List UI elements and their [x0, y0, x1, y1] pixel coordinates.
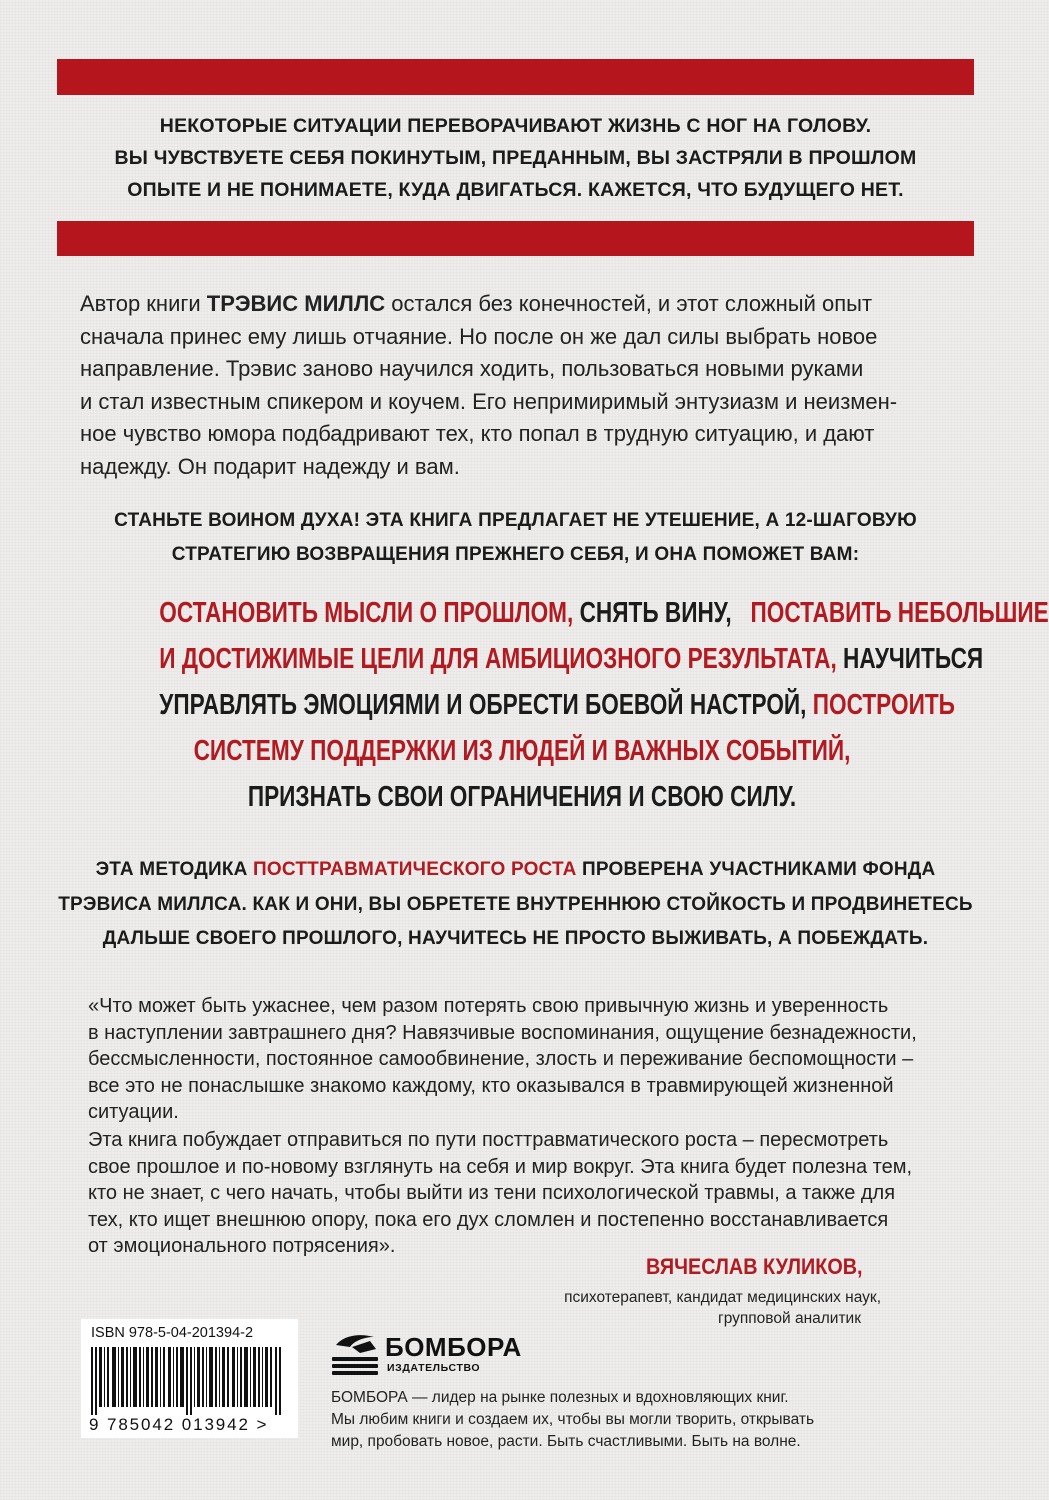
intro-line: и стал известным спикером и коучем. Его непримиримый энтузиазм и неизмен-	[80, 388, 898, 414]
goal-text: ПРИЗНАТЬ СВОИ ОГРАНИЧЕНИЯ И СВОЮ СИЛУ.	[247, 781, 797, 813]
goal-red-text: ПОСТРОИТЬ	[806, 689, 955, 721]
publisher-line: Мы любим книги и создаем их, чтобы вы могли творить, открывать	[331, 1411, 815, 1428]
quote-line: все это не понаслышке знакомо каждому, кто оказывался в травмирующей жизненной	[88, 1074, 894, 1097]
author-name: ТРЭВИС МИЛЛС	[206, 291, 386, 316]
method-text: ПРОВЕРЕНА УЧАСТНИКАМИ ФОНДА	[576, 859, 936, 880]
goals-line	[159, 682, 955, 728]
goal-text: НАУЧИТЬСЯ	[836, 643, 984, 675]
call-to-action	[57, 504, 974, 572]
goals-line	[159, 590, 1049, 636]
intro-line: сначала принес ему лишь отчаяние. Но после он же дал силы выбрать новое	[80, 323, 878, 349]
top-red-band	[57, 59, 974, 95]
method-text: ЭТА МЕТОДИКА	[95, 859, 254, 880]
goals-block	[159, 590, 1049, 820]
quote-line: кто не знает, с чего начать, чтобы выйти из тени психологической травмы, а также для	[88, 1182, 896, 1205]
method-line: ДАЛЬШЕ СВОЕГО ПРОШЛОГО, НАУЧИТЕСЬ НЕ ПРОСТО ВЫЖИВАТЬ, А ПОБЕЖДАТЬ.	[102, 928, 929, 949]
barcode	[91, 1347, 287, 1415]
quote-paragraph-2	[88, 1127, 968, 1260]
goals-line	[159, 636, 984, 682]
call-line: СТАНЬТЕ ВОИНОМ ДУХА! ЭТА КНИГА ПРЕДЛАГАЕТ НЕ УТЕШЕНИЕ, А 12-ШАГОВУЮ	[114, 510, 917, 531]
goal-red-text: ПОСТАВИТЬ НЕБОЛЬШИЕ	[750, 597, 1049, 629]
quote-line: бессмысленности, постоянное самообвинение, злость и переживание беспомощности –	[88, 1048, 914, 1071]
goal-red-text: СИСТЕМУ ПОДДЕРЖКИ ИЗ ЛЮДЕЙ И ВАЖНЫХ СОБЫТИЙ,	[193, 735, 851, 767]
method-red-text: ПОСТТРАВМАТИЧЕСКОГО РОСТА	[253, 859, 577, 880]
method-line	[57, 853, 974, 888]
headline-line: НЕКОТОРЫЕ СИТУАЦИИ ПЕРЕВОРАЧИВАЮТ ЖИЗНЬ С НОГ НА ГОЛОВУ.	[159, 115, 872, 137]
quote-author-role: психотерапевт, кандидат медицинских наук,	[564, 1289, 881, 1306]
headline-line: ВЫ ЧУВСТВУЕТЕ СЕБЯ ПОКИНУТЫМ, ПРЕДАННЫМ, ВЫ ЗАСТРЯЛИ В ПРОШЛОМ	[114, 147, 917, 169]
call-line: СТРАТЕГИЮ ВОЗВРАЩЕНИЯ ПРЕЖНЕГО СЕБЯ, И ОНА ПОМОЖЕТ ВАМ:	[171, 544, 860, 565]
intro-paragraph	[80, 288, 960, 483]
quote-author-role: групповой аналитик	[718, 1310, 861, 1327]
quote-line: «Что может быть ужаснее, чем разом потерять свою привычную жизнь и уверенность	[88, 995, 889, 1017]
intro-line	[80, 288, 960, 321]
intro-text: Автор книги	[80, 291, 207, 316]
publisher-description	[331, 1387, 815, 1453]
method-line: ТРЭВИСА МИЛЛСА. КАК И ОНИ, ВЫ ОБРЕТЕТЕ ВНУТРЕННЮЮ СТОЙКОСТЬ И ПРОДВИНЕТЕСЬ	[58, 893, 973, 915]
quote-paragraph-1	[88, 993, 968, 1126]
goal-text: УПРАВЛЯТЬ ЭМОЦИЯМИ И ОБРЕСТИ БОЕВОЙ НАСТРОЙ,	[159, 689, 807, 721]
publisher-logo-subtitle: ИЗДАТЕЛЬСТВО	[387, 1362, 481, 1374]
quote-line: свое прошлое и по-новому взглянуть на себя и мир вокруг. Эта книга будет полезна тем,	[88, 1155, 913, 1178]
headline	[57, 110, 974, 206]
isbn-label: ISBN 978-5-04-201394-2	[91, 1325, 254, 1341]
goal-red-text: И ДОСТИЖИМЫЕ ЦЕЛИ ДЛЯ АМБИЦИОЗНОГО РЕЗУЛЬТАТА,	[159, 643, 837, 675]
goals-line	[159, 728, 884, 774]
barcode-digits: 9 785042 013942 >	[89, 1415, 269, 1434]
method-block	[57, 853, 974, 957]
intro-line: надежду. Он подарит надежду и вам.	[80, 453, 460, 479]
publisher-logo-name: БОМБОРА	[385, 1332, 522, 1362]
intro-line: направление. Трэвис заново научился ходить, пользоваться новыми руками	[80, 356, 864, 381]
quote-line: ситуации.	[88, 1101, 179, 1124]
headline-line: ОПЫТЕ И НЕ ПОНИМАЕТЕ, КУДА ДВИГАТЬСЯ. КАЖЕТСЯ, ЧТО БУДУЩЕГО НЕТ.	[127, 179, 904, 201]
intro-line: ное чувство юмора подбадривают тех, кто попал в трудную ситуацию, и дают	[80, 421, 875, 446]
quote-line: в наступлении завтрашнего дня? Навязчивые воспоминания, ощущение безнадежности,	[88, 1021, 917, 1044]
bottom-red-band	[57, 221, 974, 256]
quote-line: Эта книга побуждает отправиться по пути посттравматического роста – пересмотреть	[88, 1129, 889, 1151]
goals-line	[159, 774, 884, 820]
intro-text: остался без конечностей, и этот сложный опыт	[385, 291, 873, 316]
isbn-barcode-box	[81, 1319, 298, 1438]
quote-line: от эмоционального потрясения».	[88, 1235, 396, 1258]
quote-author-name: ВЯЧЕСЛАВ КУЛИКОВ,	[646, 1254, 863, 1279]
barcode-bars	[91, 1347, 281, 1415]
goal-red-text: ОСТАНОВИТЬ МЫСЛИ О ПРОШЛОМ,	[159, 597, 574, 629]
publisher-line: мир, пробовать новое, расти. Быть счастливыми. Быть на волне.	[331, 1433, 801, 1450]
publisher-line: БОМБОРА — лидер на рынке полезных и вдохновляющих книг.	[331, 1389, 789, 1406]
quote-line: тех, кто ищет внешнюю опору, пока его дух сломлен и постепенно восстанавливается	[88, 1208, 889, 1231]
goal-text: СНЯТЬ ВИНУ,	[573, 597, 751, 629]
